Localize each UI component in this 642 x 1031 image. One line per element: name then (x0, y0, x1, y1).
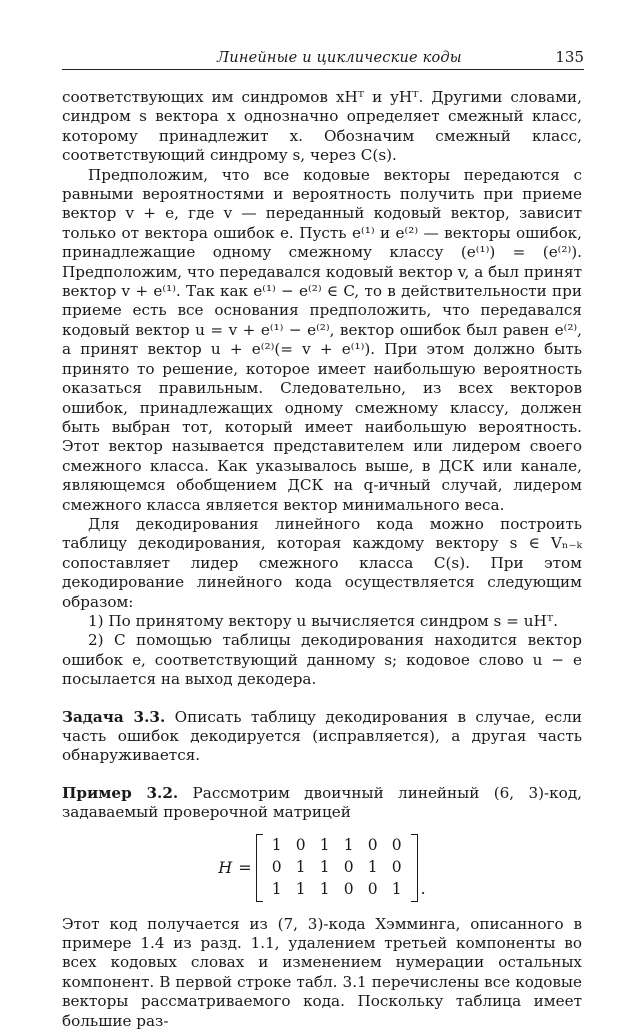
matrix-period: . (420, 879, 426, 899)
paragraph: Для декодирования линейного кода можно построить таблицу декодирования, которая каждому вектору s ∈ Vₙ₋ₖ сопоставляет лидер смежного класса C(s). При этом декодирование линейного кода осуществляется следующим образом: (62, 514, 582, 611)
decoding-step-2: 2) С помощью таблицы декодирования находится вектор ошибок e, соответствующий данному s; кодовое слово u − e посылается на выход декодера. (62, 631, 582, 689)
right-bracket (411, 834, 418, 902)
matrix-cell: 1 (319, 880, 330, 899)
matrix-cell: 0 (367, 836, 378, 855)
closing-paragraph: Этот код получается из (7, 3)-кода Хэмминга, описанного в примере 1.4 из разд. 1.1, удалением третьей компоненты во всех кодовых словах и изменением нумерации остальных компонент. В первой строке табл. 3.1 перечислены все кодовые векторы рассматриваемого кода. Поскольку таблица имеет большие раз- (62, 914, 582, 1030)
matrix-cell: 1 (367, 858, 378, 877)
matrix-cell: 0 (295, 836, 306, 855)
matrix-cell: 0 (391, 858, 402, 877)
matrix-cell: 1 (271, 836, 282, 855)
running-title: Линейные и циклические коды (217, 50, 462, 66)
parity-check-matrix (62, 831, 582, 905)
body-text (62, 88, 582, 1031)
task-label: Задача 3.3. (62, 707, 166, 726)
example-text: Рассмотрим двоичный линейный (6, 3)-код, задаваемый проверочной матрицей (62, 783, 582, 822)
matrix-cell: 0 (391, 836, 402, 855)
header-rule (62, 69, 584, 70)
matrix-cell: 0 (271, 858, 282, 877)
matrix-label: H (218, 857, 233, 877)
example-paragraph (62, 784, 582, 823)
page-number: 135 (555, 48, 584, 66)
matrix-cell: 1 (343, 836, 354, 855)
matrix-cell: 1 (319, 858, 330, 877)
example-label: Пример 3.2. (62, 783, 179, 802)
matrix-cell: 1 (271, 880, 282, 899)
paragraph: соответствующих им синдромов xHᵀ и yHᵀ. Другими словами, синдром s вектора x однозначно определяет смежный класс, которому принадлежит x. Обозначим смежный класс, соответствующий синдрому s, через C(s). (62, 88, 582, 165)
paragraph: Предположим, что все кодовые векторы передаются с равными вероятностями и вероятность получить при приеме вектор v + e, где v — переданный кодовый вектор, зависит только от вектора ошибок e. Пусть e⁽¹⁾ и e⁽²⁾ — векторы ошибок, принадлежащие одному смежному классу (e⁽¹⁾) = (e⁽²⁾). Предположим, что передавался кодовый вектор v, а был принят вектор v + e⁽¹⁾. Так как e⁽¹⁾ − e⁽²⁾ ∈ C, то в действительности при приеме есть все основания предположить, что передавался кодовый вектор u = v + e⁽¹⁾ − e⁽²⁾, вектор ошибок был равен e⁽²⁾, а принят вектор u + e⁽²⁾(= v + e⁽¹⁾). При этом должно быть принято то решение, которое имеет наибольшую вероятность оказаться правильным. Следовательно, из всех векторов ошибок, принадлежащих одному смежному классу, должен быть выбран тот, который имеет наибольшую вероятность. Этот вектор называется представителем или лидером своего смежного класса. Как указывалось выше, в ДСК или канале, являющемся обобщением ДСК на q-ичный случай, лидером смежного класса является вектор минимального веса. (62, 165, 582, 514)
matrix-cell: 0 (343, 858, 354, 877)
matrix-cell: 0 (367, 880, 378, 899)
running-header (62, 44, 584, 70)
matrix-cell: 1 (295, 880, 306, 899)
decoding-step-1: 1) По принятому вектору u вычисляется синдром s = uHᵀ. (88, 611, 558, 630)
matrix-cell: 1 (295, 858, 306, 877)
matrix-cell: 0 (343, 880, 354, 899)
matrix-cell: 1 (319, 836, 330, 855)
task-paragraph (62, 708, 582, 766)
matrix-body (263, 836, 411, 899)
matrix-equals: = (238, 857, 252, 877)
left-bracket (256, 834, 263, 902)
matrix-cell: 1 (391, 880, 402, 899)
task-text: Описать таблицу декодирования в случае, если часть ошибок декодируется (исправляется), а другая часть обнаруживается. (62, 707, 583, 765)
